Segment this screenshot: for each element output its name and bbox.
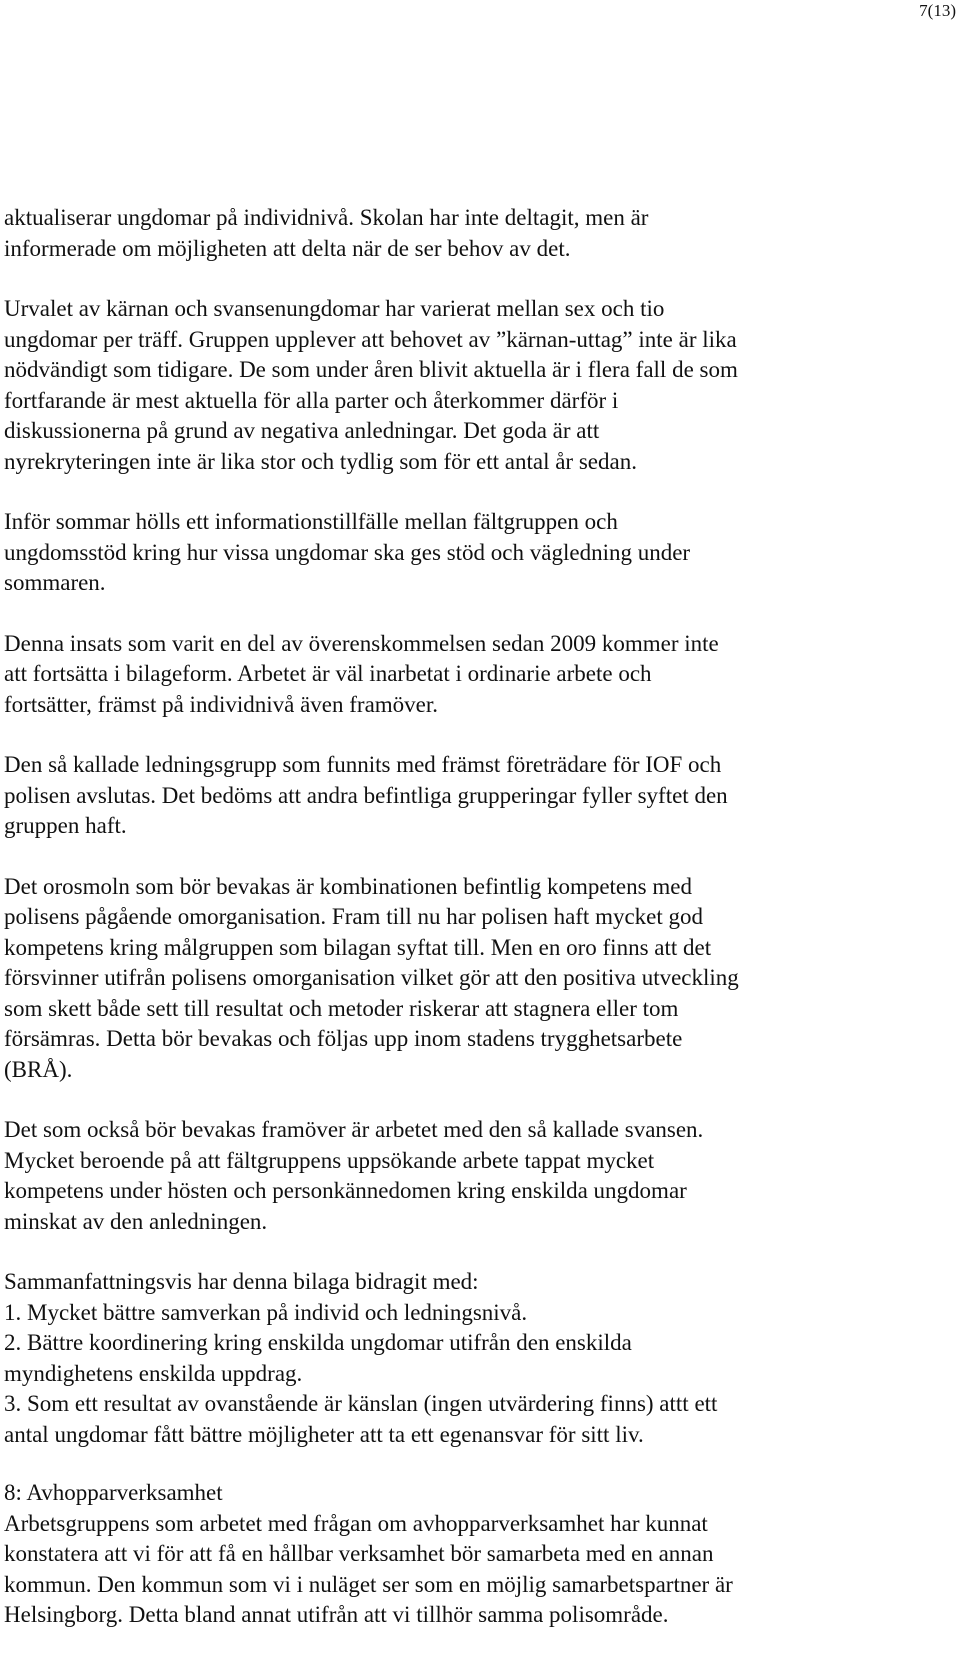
text-line: fortfarande är mest aktuella för alla parter och återkommer därför i [4,387,619,413]
list-item: 2. Bättre koordinering kring enskilda ungdomar utifrån den enskilda [4,1330,632,1355]
text-line: Urvalet av kärnan och svansenungdomar har varierat mellan sex och tio [4,296,665,321]
text-line: antal ungdomar fått bättre möjligheter att ta ett egenansvar för sitt liv. [4,1421,644,1447]
text-line: polisen avslutas. Det bedöms att andra befintliga grupperingar fyller syftet den [4,782,728,808]
summary-list [4,1267,956,1450]
text-line: konstatera att vi för att få en hållbar verksamhet bör samarbeta med en annan [4,1541,714,1566]
page-number: 7(13) [919,1,956,20]
section-avhopparverksamhet [4,1478,956,1631]
text-line: (BRÅ). [4,1056,73,1082]
text-line: sommaren. [4,570,106,595]
text-line: nyrekryteringen inte är lika stor och tydlig som för ett antal år sedan. [4,448,637,474]
list-item: 1. Mycket bättre samverkan på individ och ledningsnivå. [4,1299,528,1325]
text-line: kompetens under hösten och personkännedomen kring enskilda ungdomar [4,1178,687,1203]
text-line: kompetens kring målgruppen som bilagan syftat till. Men en oro finns att det [4,934,712,960]
paragraph [4,203,956,264]
text-line: att fortsätta i bilageform. Arbetet är väl inarbetat i ordinarie arbete och [4,661,652,686]
text-line: diskussionerna på grund av negativa anledningar. Det goda är att [4,418,600,443]
document-body [4,203,956,1661]
text-line: ungdomsstöd kring hur vissa ungdomar ska ges stöd och vägledning under [4,539,691,565]
paragraph [4,294,956,477]
text-line: Sammanfattningsvis har denna bilaga bidragit med: [4,1269,479,1294]
text-line: nödvändigt som tidigare. De som under åren blivit aktuella är i flera fall de som [4,357,738,382]
list-item: 3. Som ett resultat av ovanstående är känslan (ingen utvärdering finns) attt ett [4,1391,718,1416]
paragraph [4,629,956,721]
text-line: aktualiserar ungdomar på individnivå. Skolan har inte deltagit, men är [4,205,649,230]
section-heading: 8: Avhopparverksamhet [4,1480,223,1505]
paragraph [4,750,956,842]
text-line: ungdomar per träff. Gruppen upplever att behovet av ”kärnan-uttag” inte är lika [4,326,737,352]
text-line: myndighetens enskilda uppdrag. [4,1360,303,1386]
text-line: fortsätter, främst på individnivå även framöver. [4,691,439,717]
text-line: som skett både sett till resultat och metoder riskerar att stagnera eller tom [4,995,679,1021]
text-line: Den så kallade ledningsgrupp som funnits med främst företrädare för IOF och [4,752,722,777]
text-line: Det som också bör bevakas framöver är arbetet med den så kallade svansen. [4,1117,704,1142]
text-line: Mycket beroende på att fältgruppens uppsökande arbete tappat mycket [4,1147,655,1173]
paragraph [4,1115,956,1237]
text-line: försvinner utifrån polisens omorganisation vilket gör att den positiva utveckling [4,965,739,990]
text-line: försämras. Detta bör bevakas och följas upp inom stadens trygghetsarbete [4,1026,683,1051]
paragraph [4,507,956,599]
text-line: informerade om möjligheten att delta när de ser behov av det. [4,235,571,261]
text-line: Denna insats som varit en del av överenskommelsen sedan 2009 kommer inte [4,630,719,656]
text-line: Inför sommar hölls ett informationstillfälle mellan fältgruppen och [4,509,618,534]
text-line: gruppen haft. [4,813,127,838]
text-line: Helsingborg. Detta bland annat utifrån att vi tillhör samma polisområde. [4,1602,669,1627]
text-line: Arbetsgruppens som arbetet med frågan om avhopparverksamhet har kunnat [4,1510,708,1536]
text-line: kommun. Den kommun som vi i nuläget ser som en möjlig samarbetspartner är [4,1571,733,1597]
text-line: minskat av den anledningen. [4,1208,268,1234]
paragraph [4,872,956,1086]
text-line: Det orosmoln som bör bevakas är kombinationen befintlig kompetens med [4,873,692,899]
text-line: polisens pågående omorganisation. Fram till nu har polisen haft mycket god [4,904,704,929]
